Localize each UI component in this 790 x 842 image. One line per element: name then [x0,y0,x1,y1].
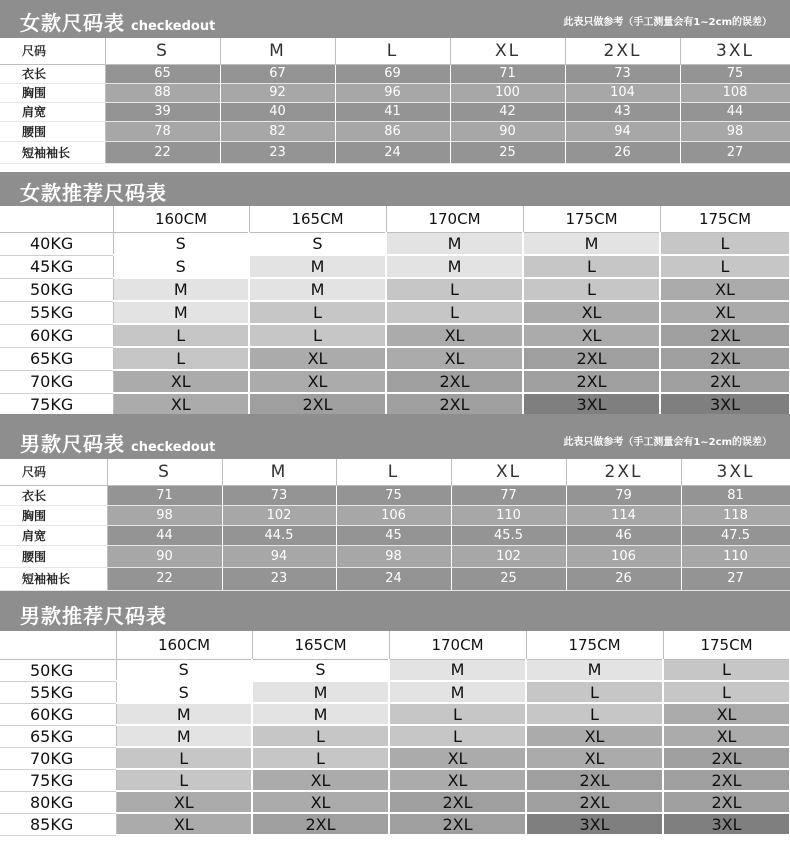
height-header: 160CM [113,206,249,232]
measurement-cell: 106 [336,505,451,525]
weight-label: 65KG [0,725,116,747]
recommended-size-cell: M [113,278,249,301]
weight-label: 50KG [0,278,113,301]
recommended-size-cell: XL [663,725,790,747]
measurement-cell: 102 [222,505,336,525]
size-header-m: M [220,38,335,64]
table-row [0,324,790,347]
recommended-size-cell: S [116,659,252,681]
height-header-row [0,631,790,659]
recommended-size-cell: L [523,278,660,301]
table-row [0,301,790,324]
men-chart-header [0,414,790,459]
measurement-cell: 24 [335,141,450,163]
table-row [0,64,790,83]
weight-label: 50KG [0,659,116,681]
recommended-size-cell: M [389,659,526,681]
recommended-size-cell: 3XL [660,393,790,416]
recommended-size-cell: 2XL [660,324,790,347]
recommended-size-cell: 2XL [252,813,389,835]
measurement-cell: 69 [335,64,450,83]
recommended-size-cell: M [389,681,526,703]
corner-cell [0,206,113,232]
height-header: 170CM [386,206,523,232]
measurement-cell: 88 [105,83,220,102]
measurement-cell: 42 [450,102,565,121]
recommended-size-cell: XL [386,324,523,347]
size-header-xl: XL [451,459,566,485]
measurement-cell: 77 [451,485,566,505]
table-row [0,347,790,370]
measurement-cell: 118 [681,505,790,525]
recommended-size-cell: L [660,232,790,255]
weight-label: 45KG [0,255,113,278]
men-chart-subtitle: checkedout [131,440,216,455]
recommended-size-cell: XL [386,347,523,370]
recommended-size-cell: 3XL [663,813,790,835]
recommended-size-cell: XL [113,393,249,416]
table-row [0,545,790,567]
measurement-cell: 47.5 [681,525,790,545]
recommended-size-cell: XL [660,301,790,324]
recommended-size-cell: XL [523,324,660,347]
measurement-cell: 71 [450,64,565,83]
recommended-size-cell: L [249,324,386,347]
recommended-size-cell: M [252,703,389,725]
recommended-size-cell: M [116,703,252,725]
corner-cell [0,631,116,659]
measurement-cell: 27 [681,567,790,590]
table-row [0,525,790,545]
row-label: 腰围 [0,121,105,141]
measurement-cell: 44 [107,525,222,545]
size-header-2xl: 2XL [565,38,680,64]
table-row [0,141,790,163]
table-row [0,393,790,416]
recommended-size-cell: L [113,347,249,370]
measurement-cell: 27 [680,141,790,163]
measurement-cell: 43 [565,102,680,121]
recommended-size-cell: M [523,232,660,255]
measurement-cell: 94 [222,545,336,567]
women-recommend-table [0,206,790,417]
corner-label: 尺码 [0,38,105,64]
measurement-cell: 75 [680,64,790,83]
measurement-cell: 98 [107,505,222,525]
weight-label: 65KG [0,347,113,370]
measurement-cell: 24 [336,567,451,590]
height-header: 175CM [523,206,660,232]
table-row [0,121,790,141]
measurement-cell: 75 [336,485,451,505]
recommended-size-cell: XL [663,703,790,725]
height-header: 175CM [526,631,663,659]
table-row [0,567,790,590]
men-recommend-title: 男款推荐尺码表 [20,604,167,628]
recommended-size-cell: L [116,769,252,791]
measurement-cell: 45.5 [451,525,566,545]
size-header-l: L [336,459,451,485]
recommended-size-cell: L [386,278,523,301]
measurement-cell: 90 [107,545,222,567]
table-row [0,791,790,813]
measurement-cell: 71 [107,485,222,505]
measurement-cell: 79 [566,485,681,505]
recommended-size-cell: XL [526,747,663,769]
women-chart-subtitle: checkedout [131,19,216,34]
measurement-cell: 22 [105,141,220,163]
men-recommend-table [0,631,790,836]
table-row [0,813,790,835]
row-label: 衣长 [0,485,107,505]
measurement-cell: 23 [222,567,336,590]
recommended-size-cell: 2XL [660,347,790,370]
measurement-cell: 73 [565,64,680,83]
size-header-row [0,38,790,64]
recommended-size-cell: L [252,725,389,747]
recommended-size-cell: XL [252,791,389,813]
recommended-size-cell: XL [389,747,526,769]
weight-label: 60KG [0,324,113,347]
measurement-cell: 25 [450,141,565,163]
size-header-xl: XL [450,38,565,64]
row-label: 肩宽 [0,102,105,121]
recommended-size-cell: M [249,255,386,278]
recommended-size-cell: 2XL [523,370,660,393]
recommended-size-cell: M [249,278,386,301]
height-header: 165CM [249,206,386,232]
size-header-s: S [107,459,222,485]
recommended-size-cell: M [386,255,523,278]
measurement-cell: 22 [107,567,222,590]
recommended-size-cell: S [113,232,249,255]
recommended-size-cell: 2XL [526,791,663,813]
height-header: 175CM [660,206,790,232]
recommended-size-cell: L [113,324,249,347]
recommended-size-cell: 2XL [663,747,790,769]
weight-label: 85KG [0,813,116,835]
measurement-cell: 41 [335,102,450,121]
women-size-table [0,38,790,164]
women-recommend-title: 女款推荐尺码表 [20,181,167,205]
women-chart-title-text: 女款尺码表 [20,11,125,35]
men-size-table [0,459,790,591]
measurement-cell: 82 [220,121,335,141]
weight-label: 70KG [0,370,113,393]
weight-label: 75KG [0,769,116,791]
size-header-3xl: 3XL [681,459,790,485]
height-header: 175CM [663,631,790,659]
weight-label: 60KG [0,703,116,725]
recommended-size-cell: L [663,681,790,703]
recommended-size-cell: 2XL [663,791,790,813]
table-row [0,725,790,747]
measurement-cell: 65 [105,64,220,83]
recommended-size-cell: L [526,703,663,725]
recommended-size-cell: L [386,301,523,324]
row-label: 短袖袖长 [0,141,105,163]
row-label: 腰围 [0,545,107,567]
measurement-cell: 92 [220,83,335,102]
women-recommend-header [0,172,790,206]
recommended-size-cell: 2XL [389,813,526,835]
recommended-size-cell: M [386,232,523,255]
recommended-size-cell: L [116,747,252,769]
size-header-row [0,459,790,485]
height-header: 170CM [389,631,526,659]
measurement-cell: 106 [566,545,681,567]
measurement-cell: 26 [566,567,681,590]
recommended-size-cell: L [523,255,660,278]
table-row [0,83,790,102]
weight-label: 55KG [0,301,113,324]
measurement-cell: 108 [680,83,790,102]
measurement-cell: 110 [451,505,566,525]
men-chart-title-text: 男款尺码表 [20,432,125,456]
measurement-cell: 96 [335,83,450,102]
row-label: 衣长 [0,64,105,83]
table-row [0,505,790,525]
size-header-m: M [222,459,336,485]
height-header: 165CM [252,631,389,659]
measurement-cell: 90 [450,121,565,141]
measurement-cell: 104 [565,83,680,102]
measurement-cell: 81 [681,485,790,505]
table-row [0,232,790,255]
recommended-size-cell: XL [252,769,389,791]
weight-label: 70KG [0,747,116,769]
size-header-s: S [105,38,220,64]
table-row [0,659,790,681]
recommended-size-cell: 2XL [386,370,523,393]
recommended-size-cell: S [249,232,386,255]
measurement-cell: 73 [222,485,336,505]
table-row [0,278,790,301]
weight-label: 75KG [0,393,113,416]
measurement-cell: 23 [220,141,335,163]
women-chart-note: 此表只做参考（手工测量会有1~2cm的误差） [563,17,772,28]
table-row [0,769,790,791]
recommended-size-cell: L [249,301,386,324]
size-header-2xl: 2XL [566,459,681,485]
recommended-size-cell: L [526,681,663,703]
recommended-size-cell: XL [249,370,386,393]
corner-label: 尺码 [0,459,107,485]
table-row [0,370,790,393]
recommended-size-cell: L [660,255,790,278]
recommended-size-cell: 2XL [389,791,526,813]
measurement-cell: 102 [451,545,566,567]
row-label: 胸围 [0,83,105,102]
height-header: 160CM [116,631,252,659]
recommended-size-cell: XL [389,769,526,791]
recommended-size-cell: XL [523,301,660,324]
measurement-cell: 114 [566,505,681,525]
recommended-size-cell: 2XL [526,769,663,791]
women-chart-header [0,0,790,38]
measurement-cell: 110 [681,545,790,567]
recommended-size-cell: XL [116,791,252,813]
recommended-size-cell: 2XL [660,370,790,393]
table-row [0,102,790,121]
measurement-cell: 39 [105,102,220,121]
measurement-cell: 94 [565,121,680,141]
measurement-cell: 78 [105,121,220,141]
measurement-cell: 100 [450,83,565,102]
recommended-size-cell: S [252,659,389,681]
measurement-cell: 45 [336,525,451,545]
weight-label: 40KG [0,232,113,255]
weight-label: 55KG [0,681,116,703]
row-label: 短袖袖长 [0,567,107,590]
recommended-size-cell: S [113,255,249,278]
size-header-l: L [335,38,450,64]
table-row [0,681,790,703]
recommended-size-cell: L [389,703,526,725]
recommended-size-cell: 2XL [386,393,523,416]
recommended-size-cell: XL [249,347,386,370]
measurement-cell: 40 [220,102,335,121]
recommended-size-cell: L [252,747,389,769]
recommended-size-cell: 3XL [526,813,663,835]
recommended-size-cell: XL [526,725,663,747]
measurement-cell: 98 [336,545,451,567]
men-recommend-header [0,591,790,631]
women-chart-title [20,7,215,36]
measurement-cell: 25 [451,567,566,590]
row-label: 胸围 [0,505,107,525]
recommended-size-cell: XL [113,370,249,393]
recommended-size-cell: XL [660,278,790,301]
recommended-size-cell: M [252,681,389,703]
table-row [0,255,790,278]
height-header-row [0,206,790,232]
measurement-cell: 26 [565,141,680,163]
measurement-cell: 44.5 [222,525,336,545]
measurement-cell: 44 [680,102,790,121]
recommended-size-cell: S [116,681,252,703]
measurement-cell: 98 [680,121,790,141]
recommended-size-cell: 2XL [523,347,660,370]
men-chart-note: 此表只做参考（手工测量会有1~2cm的误差） [563,437,772,448]
recommended-size-cell: M [113,301,249,324]
weight-label: 80KG [0,791,116,813]
size-header-3xl: 3XL [680,38,790,64]
recommended-size-cell: XL [116,813,252,835]
row-label: 肩宽 [0,525,107,545]
men-chart-title [20,428,215,457]
table-row [0,485,790,505]
table-row [0,747,790,769]
recommended-size-cell: 3XL [523,393,660,416]
recommended-size-cell: L [389,725,526,747]
recommended-size-cell: 2XL [663,769,790,791]
recommended-size-cell: M [526,659,663,681]
recommended-size-cell: L [663,659,790,681]
measurement-cell: 86 [335,121,450,141]
measurement-cell: 46 [566,525,681,545]
recommended-size-cell: 2XL [249,393,386,416]
recommended-size-cell: M [116,725,252,747]
table-row [0,703,790,725]
measurement-cell: 67 [220,64,335,83]
